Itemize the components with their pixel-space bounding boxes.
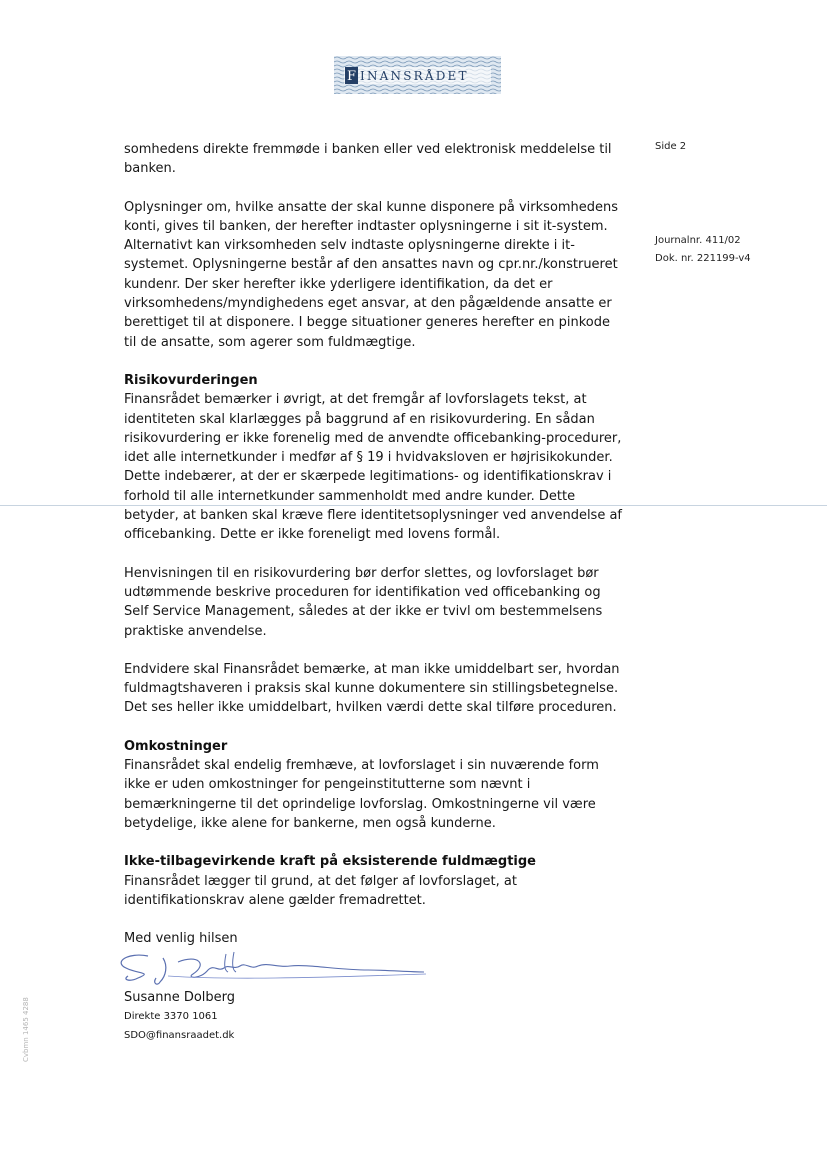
svg-text:INANSRÅDET: INANSRÅDET [360, 69, 469, 83]
section-heading: Risikovurderingen [124, 372, 258, 388]
signer-phone: Direkte 3370 1061 [124, 1011, 218, 1023]
section-heading: Omkostninger [124, 738, 228, 754]
paragraph: Finansrådet lægger til grund, at det følger af lovforslaget, at identifikationskrav alene gælder fremadrettet. [124, 873, 517, 908]
margin-code: Cvbmn 1465 4288 [22, 997, 30, 1062]
handwritten-signature [108, 944, 428, 1004]
section-heading: Ikke-tilbagevirkende kraft på eksisterende fuldmægtige [124, 854, 537, 870]
signer-name: Susanne Dolberg [124, 990, 236, 1006]
page-number: Side 2 [655, 141, 687, 152]
paragraph: Henvisningen til en risikovurdering bør derfor slettes, og lovforslaget bør udtømmende beskrive proceduren for identifikation ved officebanking og Self Service Management, således at der ikke er tvivl om bestemmelsens praktiske anvendelse. [124, 565, 603, 639]
paragraph: Oplysninger om, hvilke ansatte der skal kunne disponere på virksomhedens konti, gives til banken, der herefter indtaster oplysningerne i sit it-system. Alternativt kan virksomheden selv indtaste oplysningerne direkte i it-systemet. Oplysningerne består af den ansattes navn og cpr.nr./konstrueret kundenr. Der sker herefter ikke yderligere identifikation, da det er virksomhedens/myndighedens eget ansvar, at den pågældende ansatte er berettiget til at disponere. I begge situationer generes herefter en pinkode til de ansatte, som agerer som fuldmægtige. [124, 199, 619, 350]
signer-email: SDO@finansraadet.dk [124, 1030, 235, 1042]
document-number: Dok. nr. 221199-v4 [655, 253, 751, 264]
greeting: Med venlig hilsen [124, 931, 238, 947]
paragraph: Endvidere skal Finansrådet bemærke, at man ikke umiddelbart ser, hvordan fuldmagtshaveren i praksis skal kunne dokumentere sin stillingsbetegnelse. Det ses heller ikke umiddelbart, hvilken værdi dette skal tilføre proceduren. [124, 661, 620, 716]
paragraph: Finansrådet skal endelig fremhæve, at lovforslaget i sin nuværende form ikke er uden omkostninger for pengeinstitutterne som nævnt i bemærkningerne til det oprindelige lovforslag. Omkostningerne vil være betydelige, ikke alene for bankerne, men også kunderne. [124, 758, 599, 831]
paragraph: somhedens direkte fremmøde i banken eller ved elektronisk meddelelse til banken. [124, 142, 612, 177]
svg-text:F: F [346, 69, 357, 84]
journal-number: Journalnr. 411/02 [655, 235, 741, 246]
paragraph: Finansrådet bemærker i øvrigt, at det fremgår af lovforslagets tekst, at identiteten skal klarlægges på baggrund af en risikovurdering. En sådan risikovurdering er ikke forenelig med de anvendte officebanking-procedurer, idet alle internetkunder i medfør af § 19 i hvidvaksloven er højrisikokunder. Dette indebærer, at der er skærpede legitimations- og identifikationskrav i forhold til alle internetkunder sammenholdt med andre kunder. Dette betyder, at banken skal kræve flere identitetsoplysninger ved anvendelse af officebanking. Dette er ikke foreneligt med lovens formål. [124, 392, 623, 543]
finansraadet-logo [334, 56, 501, 94]
letter-body [124, 140, 624, 1045]
